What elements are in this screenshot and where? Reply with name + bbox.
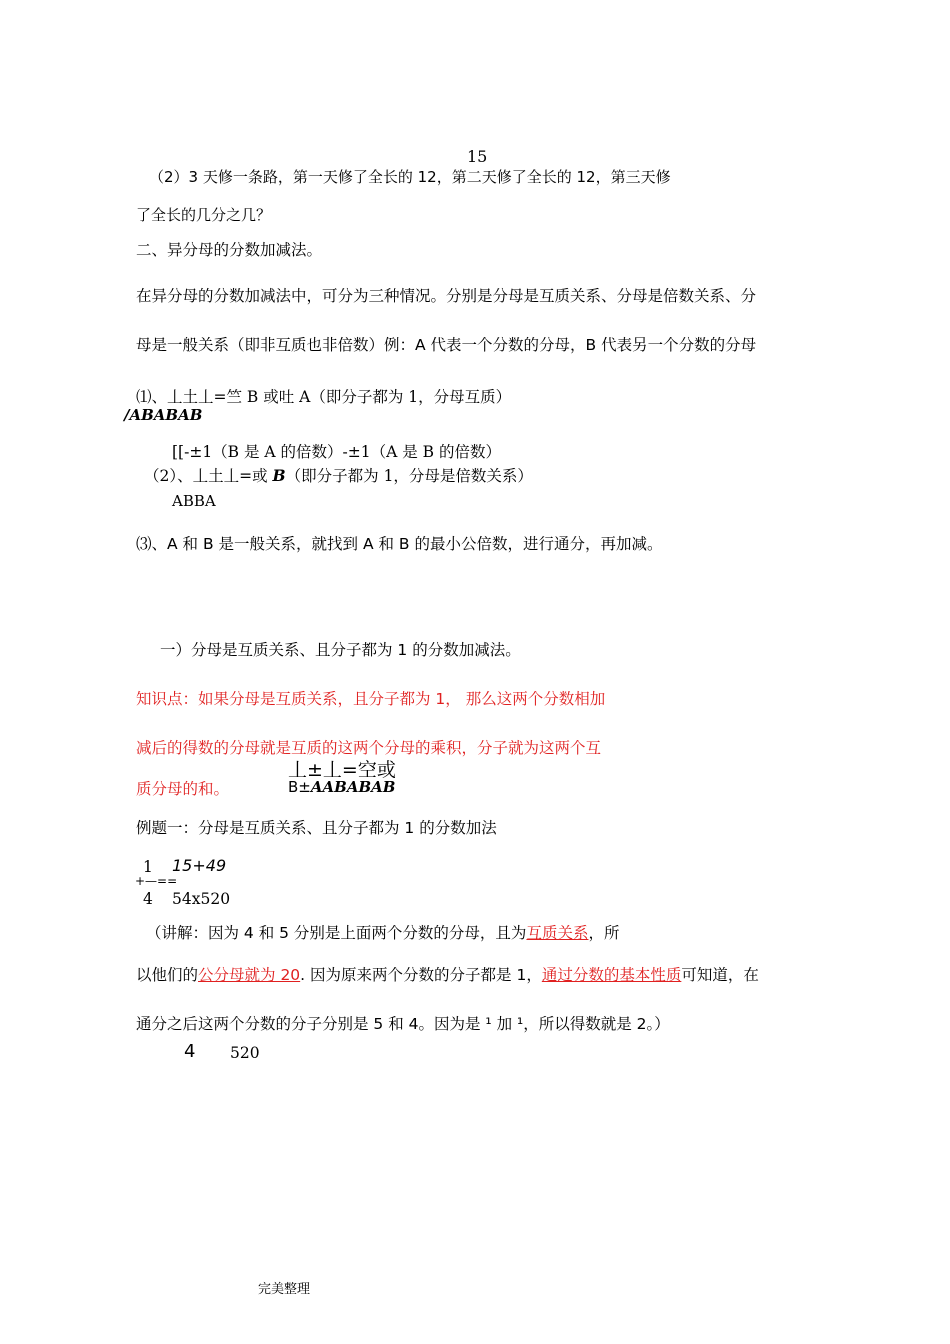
- case-2-line: [144, 467, 533, 486]
- case-1-line: ⑴、丄土丄=竺 B 或吐 A（即分子都为 1，分母互质）: [136, 388, 512, 406]
- case-2-bracket-line: [[-±1（B 是 A 的倍数）-±1（A 是 B 的倍数）: [172, 443, 501, 461]
- explain-line-2-prefix: 以他们的: [136, 966, 199, 984]
- problem-2-line-2: 了全长的几分之几？: [136, 206, 272, 224]
- subsection-1-title: 一）分母是互质关系、且分子都为 1 的分数加减法。: [160, 641, 521, 659]
- footer-label: 完美整理: [258, 1282, 311, 1297]
- explain-line-4-right: 520: [230, 1044, 260, 1062]
- section-2-title: 二、异分母的分数加减法。: [136, 241, 323, 259]
- knowledge-line-2: 减后的得数的分母就是互质的这两个分母的乘积，分子就为这两个互: [136, 739, 602, 757]
- explain-line-1-suffix: ，所: [588, 924, 620, 942]
- knowledge-line-3: 质分母的和。: [136, 780, 230, 798]
- explain-line-2-suffix: 可知道，在: [681, 966, 759, 984]
- case-1-sub: /ABABAB: [124, 406, 203, 424]
- page-number: 15: [467, 147, 488, 166]
- explain-common-denominator-highlight: 公分母就为 20: [198, 966, 301, 984]
- case-2-line-suffix: （即分子都为 1，分母是倍数关系）: [285, 467, 533, 485]
- explain-line-2: [136, 966, 759, 985]
- explain-line-4-left: 4: [184, 1041, 196, 1062]
- formula-top: 丄±丄=空或: [288, 759, 396, 781]
- explain-line-1: [146, 924, 619, 943]
- problem-2-line-1: （2）3 天修一条路，第一天修了全长的 12，第二天修了全长的 12，第三天修: [149, 168, 671, 186]
- formula-bottom: [288, 778, 395, 796]
- example-1-den-left: 4: [143, 890, 153, 908]
- example-1-op-line: +—==: [135, 874, 178, 888]
- formula-bottom-prefix: B±: [288, 778, 311, 796]
- example-1-num-left: 1: [143, 858, 153, 876]
- explain-line-3: 通分之后这两个分数的分子分别是 5 和 4。因为是 ¹ 加 ¹，所以得数就是 2。）: [136, 1015, 670, 1033]
- case-2-line-prefix: （2）、丄土丄=或: [144, 467, 273, 485]
- case-2-sub: ABBA: [172, 492, 216, 510]
- intro-line-2: 母是一般关系（即非互质也非倍数）例：A 代表一个分数的分母，B 代表另一个分数的分母: [136, 336, 757, 354]
- explain-line-2-mid: . 因为原来两个分数的分子都是 1，: [300, 966, 542, 984]
- case-3-line: ⑶、A 和 B 是一般关系，就找到 A 和 B 的最小公倍数，进行通分，再加减。: [136, 535, 663, 553]
- explain-coprime-highlight: 互质关系: [526, 924, 589, 942]
- case-2-line-b: B: [272, 466, 286, 485]
- example-1-title: 例题一：分母是互质关系、且分子都为 1 的分数加法: [136, 819, 497, 837]
- explain-basic-property-highlight: 通过分数的基本性质: [541, 966, 682, 984]
- intro-line-1: 在异分母的分数加减法中，可分为三种情况。分别是分母是互质关系、分母是倍数关系、分: [136, 287, 757, 305]
- knowledge-line-1: 知识点：如果分母是互质关系，且分子都为 1， 那么这两个分数相加: [136, 690, 606, 708]
- explain-line-1-prefix: （讲解：因为 4 和 5 分别是上面两个分数的分母，且为: [146, 924, 527, 942]
- example-1-den-right: 54x520: [172, 890, 231, 908]
- example-1-num-right: 15+49: [172, 856, 227, 875]
- formula-bottom-italic: AABABAB: [310, 778, 396, 796]
